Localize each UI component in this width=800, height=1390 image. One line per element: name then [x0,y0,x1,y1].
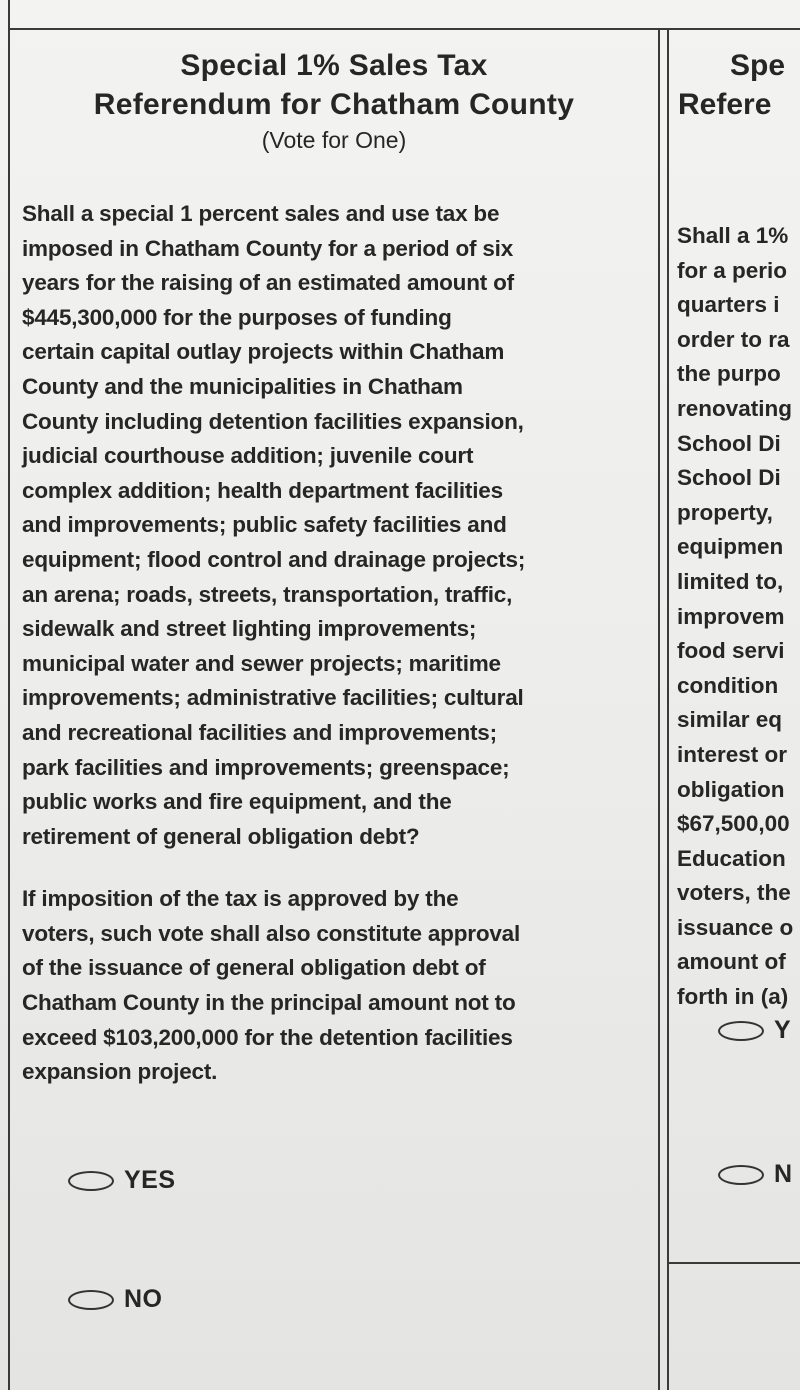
adjacent-line: similar eq [677,707,783,733]
adjacent-line: food servi [677,638,785,664]
adjacent-yes-option[interactable] [718,1016,791,1045]
adjacent-question [672,219,800,1015]
adjacent-yes-label: Y [774,1016,792,1044]
debt-line: expansion project. [22,1059,218,1085]
adjacent-line: forth in (a) [677,984,789,1010]
adjacent-line: voters, the [677,880,791,906]
vote-no-label: NO [124,1285,163,1313]
debt-line: Chatham County in the principal amount not to [22,990,516,1016]
column-divider-left [658,30,660,1390]
adjacent-line: renovating [677,395,793,421]
adjacent-line: $67,500,00 [677,811,790,837]
vote-no-option[interactable] [68,1285,163,1314]
question-line: retirement of general obligation debt? [22,823,420,849]
adjacent-line: School Di [677,465,781,491]
question-line: certain capital outlay projects within Chatham [22,339,505,365]
question-line: complex addition; health department facilities [22,477,503,503]
question-line: park facilities and improvements; greenspace; [22,754,510,780]
title-line-2: Referendum for Chatham County [93,88,575,121]
adjacent-line: for a perio [677,257,788,283]
adjacent-referendum-partial [672,30,800,1270]
adjacent-line: property, [677,499,773,525]
adjacent-line: quarters i [677,292,780,318]
adjacent-title-line-2: Refere [678,88,772,121]
question-line: an arena; roads, streets, transportation, traffic, [22,581,513,607]
debt-line: exceed $103,200,000 for the detention facilities [22,1024,513,1050]
debt-line: voters, such vote shall also constitute approval [22,920,521,946]
referendum-title [10,46,658,124]
question-line: equipment; flood control and drainage projects; [22,546,526,572]
adjacent-line: order to ra [677,326,790,352]
ballot-question [10,197,658,854]
question-line: judicial courthouse addition; juvenile court [22,443,474,469]
question-line: municipal water and sewer projects; maritime [22,650,501,676]
adjacent-line: condition [677,672,779,698]
debt-approval-text [10,882,658,1090]
debt-line: of the issuance of general obligation debt of [22,955,486,981]
adjacent-no-oval[interactable] [718,1165,764,1185]
adjacent-line: limited to, [677,568,784,594]
vote-no-oval[interactable] [68,1290,114,1310]
adjacent-line: obligation [677,776,785,802]
adjacent-line: the purpo [677,361,781,387]
debt-line: If imposition of the tax is approved by the [22,886,459,912]
question-line: Shall a special 1 percent sales and use tax be [22,201,500,226]
question-line: public works and fire equipment, and the [22,789,452,815]
vote-instruction: (Vote for One) [261,127,407,153]
question-line: and recreational facilities and improvements; [22,719,497,745]
vote-yes-label: YES [124,1166,176,1194]
adjacent-line: Shall a 1% [677,223,789,248]
question-line: years for the raising of an estimated amount of [22,270,514,296]
adjacent-line: interest or [677,741,788,767]
adjacent-line: amount of [677,949,786,975]
vote-yes-option[interactable] [68,1166,176,1195]
adjacent-line: equipmen [677,534,784,560]
question-line: County and the municipalities in Chatham [22,373,463,399]
vote-yes-oval[interactable] [68,1171,114,1191]
adjacent-line: improvem [677,603,785,629]
question-line: County including detention facilities expansion, [22,408,524,434]
adjacent-no-label: N [774,1160,793,1188]
adjacent-title-line-1: Spe [730,49,786,82]
adjacent-title [672,46,800,124]
adjacent-line: issuance o [677,914,794,940]
question-line: $445,300,000 for the purposes of funding [22,304,452,330]
question-line: imposed in Chatham County for a period of six [22,235,514,261]
column-divider-right [667,30,669,1390]
adjacent-yes-oval[interactable] [718,1021,764,1041]
title-line-1: Special 1% Sales Tax [180,49,488,82]
adjacent-line: School Di [677,430,781,456]
question-line: improvements; administrative facilities; cultural [22,685,524,711]
adjacent-no-option[interactable] [718,1160,793,1189]
question-line: sidewalk and street lighting improvements; [22,616,477,642]
question-line: and improvements; public safety facilities and [22,512,507,538]
adjacent-line: Education [677,845,786,871]
